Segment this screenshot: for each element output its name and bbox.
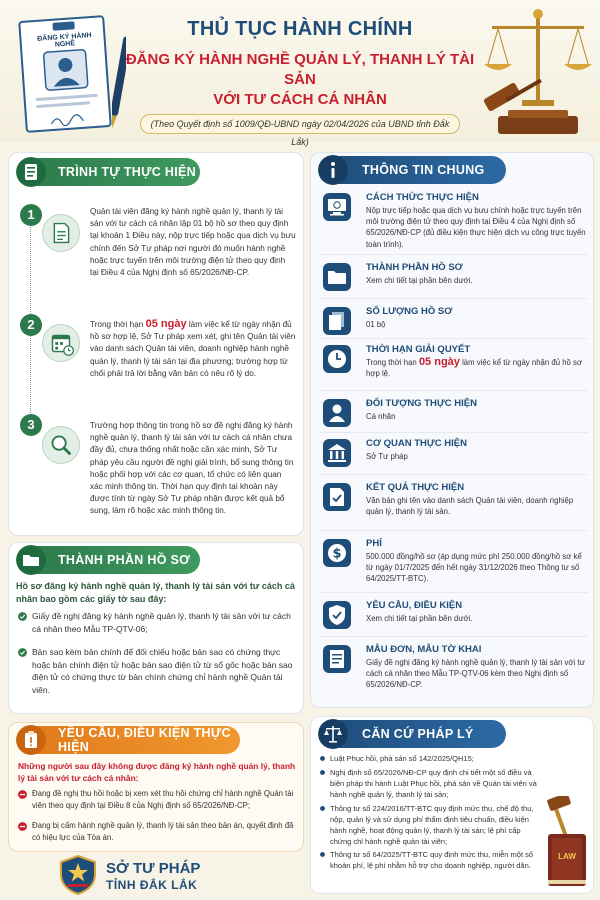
organization-province: TỈNH ĐẮK LẮK (106, 878, 198, 892)
law-book-label: LAW (558, 852, 576, 861)
info-row-subject (316, 398, 592, 430)
method-title: CÁCH THỨC THỰC HIỆN (366, 192, 479, 203)
page-subtitle (120, 50, 480, 110)
law-book-illustration (544, 796, 590, 888)
step-2-text-before: Trong thời hạn (90, 320, 146, 329)
legal-basis-note: (Theo Quyết định số 1009/QĐ-UBND ngày 02/04/2026 của UBND tỉnh Đắk Lắk) (140, 114, 460, 134)
info-row-fee (316, 538, 592, 590)
info-row-dossier (316, 262, 592, 296)
info-row-agency (316, 438, 592, 470)
calendar-icon (42, 324, 80, 362)
requirements-intro: Những người sau đây không được đăng ký hành nghề quản lý, thanh lý tài sản với tư cách cá nhân: (18, 761, 296, 783)
document-line (36, 101, 90, 108)
dossier-intro: Hồ sơ đăng ký hành nghề quản lý, thanh lý tài sản với tư cách cá nhân bao gồm các giấy tờ sau đây: (16, 581, 295, 604)
computer-icon (322, 192, 352, 222)
checklist-icon (16, 157, 46, 187)
quantity-title: SỐ LƯỢNG HỒ SƠ (366, 306, 453, 317)
result-title: KẾT QUẢ THỰC HIỆN (366, 482, 465, 493)
procedure-heading-text: TRÌNH TỰ THỰC HIỆN (58, 165, 196, 179)
dossier-item-2: Bản sao kèm bản chính để đối chiếu hoặc bản sao có chứng thực hoặc bản chính điện tử hoặc bản sao điện tử từ sổ gốc hoặc bản sao điện tử có chứng thực từ bản chính chứng chỉ hành nghề Quản tài viên. (32, 647, 293, 695)
info-row-requirements (316, 600, 592, 632)
requirements-item-2: Đang bị cấm hành nghề quản lý, thanh lý tài sản theo bản án, quyết định đã có hiệu lực của Tòa án. (32, 821, 294, 842)
form-icon (322, 644, 352, 674)
legal-item-2: Nghị định số 65/2026/NĐ-CP quy định chi tiết một số điều và biện pháp thi hành Luật Phục hồi, phá sản về Quản tài viên và hành nghề quản lý, thanh lý tài sản; (330, 768, 537, 799)
building-icon (322, 438, 352, 468)
shield-check-icon (322, 600, 352, 630)
prohibited-bullet-icon (18, 822, 27, 831)
step-1-text: Quản tài viên đăng ký hành nghề quản lý, thanh lý tài sản với tư cách cá nhân lập 01 bộ hồ sơ theo quy định tại khoản 1 Điều này, nộp trực tiếp hoặc qua dịch vụ bưu chính đến Sở Tư pháp nơi người đó muốn hành nghề hoặc trực tuyến trên môi trường điện tử theo quy định tại Điều 4 của Nghị định số 65/2026/NĐ-CP. (90, 207, 296, 278)
info-row-deadline (316, 344, 592, 388)
quantity-text: 01 bộ (366, 320, 386, 329)
step-connector (30, 224, 31, 314)
legal-item-4: Thông tư số 64/2025/TT-BTC quy định mức thu, miễn một số khoản phí, lệ phí nhằm hỗ trợ cho doanh nghiệp, người dân. (330, 850, 534, 870)
justice-scale-gavel-illustration (478, 4, 598, 140)
procedure-heading (22, 158, 200, 186)
document-paper (18, 15, 112, 133)
divider (318, 592, 588, 593)
forms-text: Giấy đề nghị đăng ký hành nghề quản lý, thanh lý tài sản với tư cách cá nhân theo Mẫu TP-QTV-06 kèm theo Nghị định số 65/2026/NĐ-CP. (366, 658, 585, 690)
scale-icon (318, 719, 348, 749)
step-3-text: Trường hợp thông tin trong hồ sơ đề nghị đăng ký hành nghề quản lý, thanh lý tài sản với tư cách cá nhân chưa đầy đủ, chưa thống nhất hoặc cần xác minh, Sở Tư pháp yêu cầu người đề nghị giải trình, bổ sung thông tin hoặc phối hợp với các cơ quan, tổ chức có liên quan xác minh thông tin. Thời hạn quy định tại khoản này được tính từ ngày Sở Tư pháp nhận được kết quả bổ sung, làm rõ hoặc xác minh thông tin. (90, 421, 294, 516)
page-subtitle-line1: ĐĂNG KÝ HÀNH NGHỀ QUẢN LÝ, THANH LÝ TÀI SẢN (125, 51, 475, 88)
info-row-method (316, 192, 592, 254)
dossier-item-1: Giấy đề nghị đăng ký hành nghề quản lý, thanh lý tài sản với tư cách cá nhân theo Mẫu TP-QTV-06; (32, 611, 291, 634)
step-number-3: 3 (20, 414, 42, 436)
divider (318, 254, 588, 255)
organization-name: SỞ TƯ PHÁP (106, 860, 201, 877)
agency-text: Sở Tư pháp (366, 452, 408, 461)
general-info-heading-text: THÔNG TIN CHUNG (362, 163, 485, 177)
document-icon (42, 214, 80, 252)
agency-title: CƠ QUAN THỰC HIỆN (366, 438, 467, 449)
dossier-heading (22, 546, 200, 574)
header (0, 0, 600, 147)
requirements-item-1: Đang đề nghị thu hồi hoặc bị xem xét thu hồi chứng chỉ hành nghề Quản tài viên theo quy định tại Điều 8 của Nghị định số 65/2026/NĐ-CP; (32, 789, 294, 810)
deadline-text (366, 357, 588, 379)
bullet-dot-icon (320, 852, 325, 857)
bullet-dot-icon (320, 806, 325, 811)
deadline-title: THỜI HẠN GIẢI QUYẾT (366, 344, 471, 355)
page-title: THỦ TỤC HÀNH CHÍNH (187, 18, 413, 40)
document-label: ĐĂNG KÝ HÀNH NGHỀ (37, 32, 92, 49)
divider (318, 390, 588, 391)
justice-emblem-icon (58, 854, 98, 896)
deadline-text-before: Trong thời hạn (366, 358, 419, 367)
result-text: Văn bản ghi tên vào danh sách Quản tài viên, doanh nghiệp quản lý, thanh lý tài sản. (366, 496, 574, 517)
bullet-dot-icon (320, 756, 325, 761)
step-number-1: 1 (20, 204, 42, 226)
legal-basis-heading-text: CĂN CỨ PHÁP LÝ (362, 727, 474, 741)
step-2-text-after: làm việc kể từ ngày nhận đủ hồ sơ hợp lệ, Sở Tư pháp xem xét, ghi tên Quản tài viên vào danh sách Quản tài viên, doanh nghiệp hành nghề quản lý, thanh lý tài sản tại địa phương; trường hợp từ chối phải trả lời bằng văn bản có nêu rõ lý do. (90, 320, 296, 378)
clipboard-warning-icon (16, 725, 46, 755)
fee-title: PHÍ (366, 538, 382, 549)
page-subtitle-line2: VỚI TƯ CÁCH CÁ NHÂN (213, 91, 387, 108)
divider (318, 530, 588, 531)
law-book-icon (544, 796, 590, 888)
divider (318, 636, 588, 637)
subject-text: Cá nhân (366, 412, 396, 421)
folder-icon (322, 262, 352, 292)
document-line (36, 94, 98, 101)
requirements-info-text: Xem chi tiết tại phần bên dưới. (366, 614, 473, 623)
dollar-icon (322, 538, 352, 568)
registration-document-illustration (14, 10, 124, 138)
documents-icon (322, 306, 352, 336)
info-row-forms (316, 644, 592, 700)
clock-icon (322, 344, 352, 374)
legal-item-3: Thông tư số 224/2016/TT-BTC quy định mức thu, chế độ thu, nộp, quản lý và sử dụng phí thẩm định tiêu chuẩn, điều kiện hành nghề, hoạt động quản lý, thanh lý tài sản; lệ phí cấp chứng chỉ hành nghề quản tài viên; (330, 804, 534, 846)
divider (318, 338, 588, 339)
requirements-heading-text: YÊU CẦU, ĐIỀU KIỆN THỰC HIỆN (58, 726, 231, 754)
signature-icon (49, 112, 90, 127)
step-number-2: 2 (20, 314, 42, 336)
legal-basis-heading (326, 720, 506, 748)
step-2-deadline-highlight: 05 ngày (145, 318, 187, 330)
deadline-highlight: 05 ngày (418, 356, 460, 368)
prohibited-bullet-icon (18, 790, 27, 799)
svg-text:$: $ (332, 546, 342, 562)
divider (318, 474, 588, 475)
check-bullet-icon (18, 648, 27, 657)
forms-title: MẪU ĐƠN, MẪU TỜ KHAI (366, 644, 482, 655)
info-row-result (316, 482, 592, 522)
general-info-heading (326, 156, 506, 184)
method-text: Nộp trực tiếp hoặc qua dịch vụ bưu chính hoặc trực tuyến trên môi trường điện tử theo quy định tại Điều 4 của Nghị định số 65/2026/NĐ-CP (đủ điều kiện thực hiện dịch vụ công trực tuyến toàn trình). (366, 206, 586, 249)
person-icon (322, 398, 352, 428)
subject-title: ĐỐI TƯỢNG THỰC HIỆN (366, 398, 477, 409)
dossier-info-text: Xem chi tiết tại phần bên dưới. (366, 276, 473, 285)
requirements-heading (22, 726, 240, 754)
magnifier-icon (42, 426, 80, 464)
legal-item-1: Luật Phục hồi, phá sản số 142/2025/QH15; (330, 754, 474, 763)
fee-text: 500.000 đồng/hồ sơ (áp dụng mức phí 250.000 đồng/hồ sơ kể từ ngày 01/7/2025 đến hết ngày 31/12/2026 theo Thông tư số 64/2025/TT-BTC). (366, 552, 582, 584)
deadline-text-after: làm việc kể từ ngày nhận đủ hồ sơ hợp lệ. (366, 358, 583, 379)
info-icon (318, 155, 348, 185)
step-2-text (90, 318, 296, 380)
dossier-info-title: THÀNH PHẦN HỒ SƠ (366, 262, 463, 273)
result-document-icon (322, 482, 352, 512)
step-connector (30, 335, 31, 413)
requirements-info-title: YÊU CẦU, ĐIỀU KIỆN (366, 600, 463, 611)
bullet-dot-icon (320, 770, 325, 775)
avatar-icon (42, 48, 89, 91)
info-row-quantity (316, 306, 592, 340)
folder-icon (16, 545, 46, 575)
divider (318, 432, 588, 433)
check-bullet-icon (18, 612, 27, 621)
divider (318, 298, 588, 299)
dossier-heading-text: THÀNH PHẦN HỒ SƠ (58, 553, 191, 567)
